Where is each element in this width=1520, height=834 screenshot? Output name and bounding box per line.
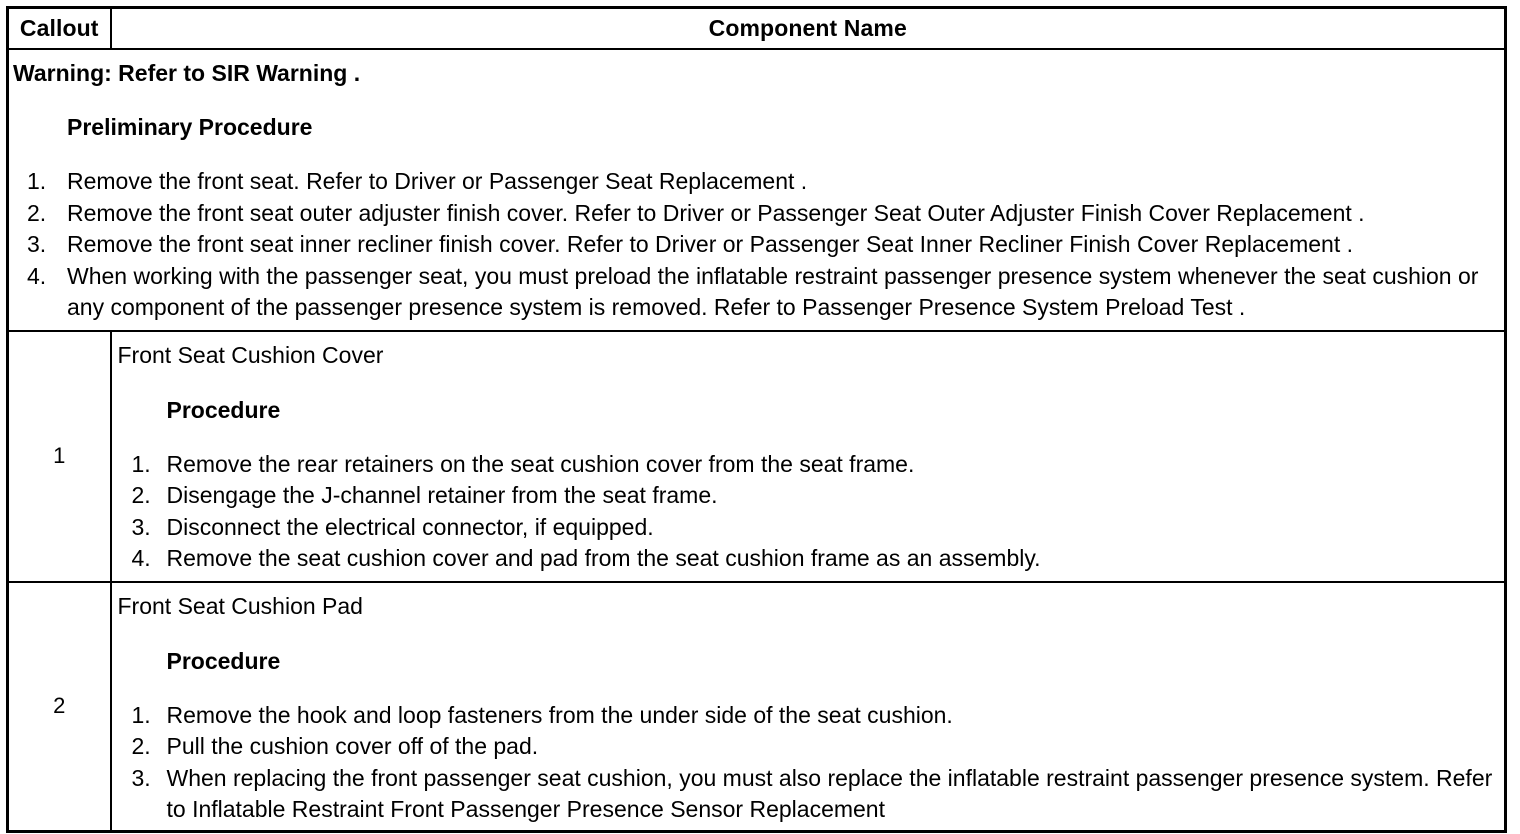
- procedure-table: [6, 6, 1507, 833]
- component-cell: [111, 582, 1506, 832]
- list-item: 3. When replacing the front passenger seat cushion, you must also replace the inflatable restraint passenger presence system. Refer to Inflatable Restraint Front Passenger Presence Sensor Replacement: [131, 764, 1493, 822]
- list-item: 1. Remove the rear retainers on the seat cushion cover from the seat frame.: [131, 450, 915, 477]
- table-row: [8, 582, 1506, 832]
- preliminary-row: [8, 49, 1506, 331]
- list-item: 4. Remove the seat cushion cover and pad from the seat cushion frame as an assembly.: [131, 545, 1041, 571]
- callout-header: Callout: [8, 8, 111, 50]
- preliminary-cell: [8, 49, 1506, 331]
- list-item: 2. Pull the cushion cover off of the pad.: [131, 733, 539, 759]
- list-item: 3. Remove the front seat inner recliner finish cover. Refer to Driver or Passenger Seat Inner Recliner Finish Cover Replacement .: [27, 231, 1354, 257]
- procedure-steps: [118, 700, 1499, 826]
- list-item: 3. Disconnect the electrical connector, if equipped.: [131, 513, 654, 540]
- list-item: 1. Remove the hook and loop fasteners from the under side of the seat cushion.: [131, 701, 953, 728]
- component-name-header: Component Name: [111, 8, 1506, 50]
- callout-number: 1: [8, 331, 111, 582]
- callout-number: 2: [8, 582, 111, 832]
- procedure-steps: [118, 449, 1499, 575]
- header-row: [8, 8, 1506, 50]
- component-name: Front Seat Cushion Pad: [117, 592, 363, 619]
- procedure-title: Procedure: [166, 647, 281, 674]
- component-name: Front Seat Cushion Cover: [117, 341, 384, 368]
- list-item: 4. When working with the passenger seat, you must preload the inflatable restraint passenger presence system whenever the seat cushion or any component of the passenger presence system is removed. Refer to Passenger Presence System Preload Test .: [27, 262, 1479, 320]
- table-row: [8, 331, 1506, 582]
- preliminary-steps: [13, 166, 1500, 324]
- component-cell: [111, 331, 1506, 582]
- list-item: 2. Disengage the J-channel retainer from the seat frame.: [131, 482, 718, 508]
- sir-warning: Warning: Refer to SIR Warning .: [13, 60, 361, 86]
- list-item: 2. Remove the front seat outer adjuster finish cover. Refer to Driver or Passenger Seat Outer Adjuster Finish Cover Replacement .: [27, 199, 1365, 226]
- procedure-title: Procedure: [166, 396, 281, 423]
- preliminary-procedure-title: Preliminary Procedure: [67, 114, 313, 140]
- list-item: 1. Remove the front seat. Refer to Driver or Passenger Seat Replacement .: [27, 168, 808, 194]
